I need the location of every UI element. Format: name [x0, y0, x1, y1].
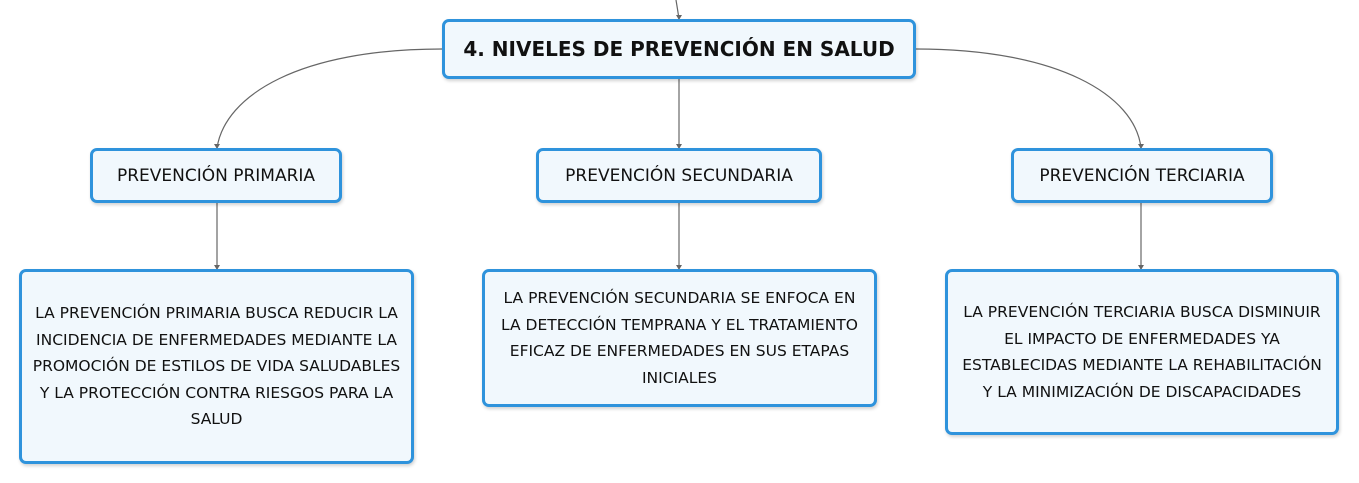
description-primaria[interactable] [19, 269, 414, 464]
description-terciaria[interactable] [945, 269, 1339, 435]
topic-label: PREVENCIÓN PRIMARIA [116, 165, 316, 186]
topic-prevencion-secundaria[interactable] [536, 148, 822, 203]
topic-prevencion-primaria[interactable] [90, 148, 342, 203]
topic-label: PREVENCIÓN TERCIARIA [1039, 165, 1245, 186]
topic-prevencion-terciaria[interactable] [1011, 148, 1273, 203]
topic-label: PREVENCIÓN SECUNDARIA [565, 165, 793, 186]
description-text: LA PREVENCIÓN TERCIARIA BUSCA DISMINUIR EL IMPACTO DE ENFERMEDADES YA ESTABLECIDAS MEDIANTE LA REHABILITACIÓN Y LA MINIMIZACIÓN DE DISCAPACIDADES [962, 303, 1322, 401]
description-secundaria[interactable] [482, 269, 877, 407]
connector-root-to-primaria [217, 49, 442, 148]
description-text: LA PREVENCIÓN PRIMARIA BUSCA REDUCIR LA INCIDENCIA DE ENFERMEDADES MEDIANTE LA PROMOCIÓN DE ESTILOS DE VIDA SALUDABLES Y LA PROTECCIÓN CONTRA RIESGOS PARA LA SALUD [32, 304, 401, 429]
root-topic-label: 4. NIVELES DE PREVENCIÓN EN SALUD [463, 37, 895, 61]
root-topic[interactable] [442, 19, 916, 79]
description-text: LA PREVENCIÓN SECUNDARIA SE ENFOCA EN LA DETECCIÓN TEMPRANA Y EL TRATAMIENTO EFICAZ DE ENFERMEDADES EN SUS ETAPAS INICIALES [501, 289, 858, 387]
connector-root-to-terciaria [916, 49, 1141, 148]
